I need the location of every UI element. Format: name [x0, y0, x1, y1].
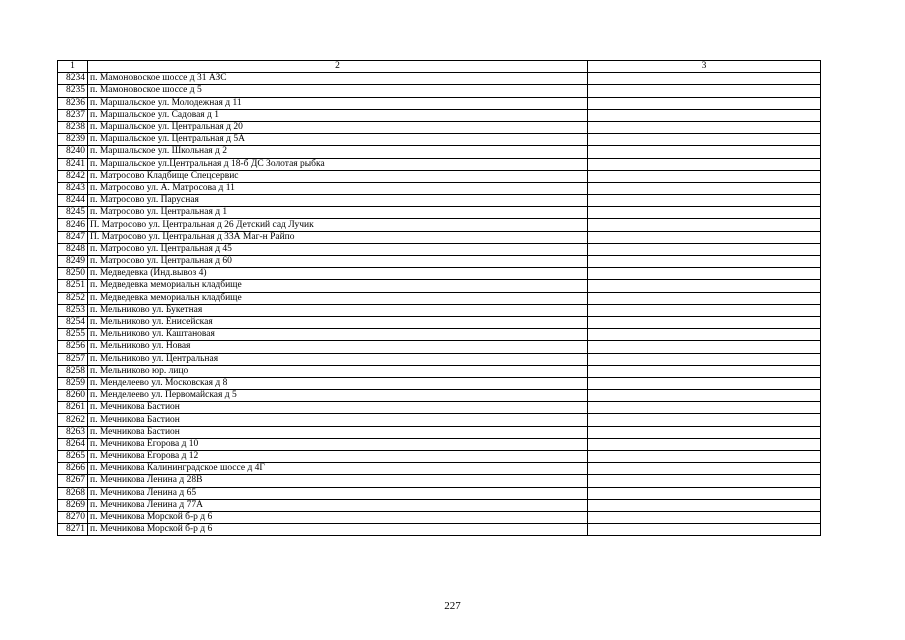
- row-number: 8253: [58, 304, 88, 316]
- row-column-3: [588, 377, 821, 389]
- table-row: [58, 499, 821, 511]
- table-row: [58, 85, 821, 97]
- row-number: 8258: [58, 365, 88, 377]
- row-address: п. Мечникова Бастион: [88, 426, 588, 438]
- row-column-3: [588, 121, 821, 133]
- row-number: 8250: [58, 268, 88, 280]
- row-address: п. Мечникова Морской б-р д 6: [88, 524, 588, 536]
- row-column-3: [588, 353, 821, 365]
- table-row: [58, 121, 821, 133]
- row-column-3: [588, 511, 821, 523]
- row-address: п. Маршальское ул. Центральная д 20: [88, 121, 588, 133]
- row-address: п. Мечникова Егорова д 12: [88, 451, 588, 463]
- header-cell-3: 3: [588, 61, 821, 73]
- row-column-3: [588, 487, 821, 499]
- row-column-3: [588, 402, 821, 414]
- row-address: п. Матросово ул. Центральная д 45: [88, 243, 588, 255]
- row-address: п. Мамоновоское шоссе д 5: [88, 85, 588, 97]
- row-column-3: [588, 451, 821, 463]
- row-address: П. Матросово ул. Центральная д 33А Маг-н Райпо: [88, 231, 588, 243]
- row-address: п. Мельниково юр. лицо: [88, 365, 588, 377]
- row-column-3: [588, 207, 821, 219]
- row-number: 8257: [58, 353, 88, 365]
- address-table: [57, 60, 821, 536]
- row-number: 8270: [58, 511, 88, 523]
- row-column-3: [588, 158, 821, 170]
- table-row: [58, 268, 821, 280]
- row-address: п. Мельниково ул. Центральная: [88, 353, 588, 365]
- row-column-3: [588, 316, 821, 328]
- row-column-3: [588, 170, 821, 182]
- row-number: 8249: [58, 256, 88, 268]
- row-column-3: [588, 109, 821, 121]
- row-column-3: [588, 134, 821, 146]
- table-row: [58, 134, 821, 146]
- row-column-3: [588, 146, 821, 158]
- row-address: п. Мечникова Ленина д 65: [88, 487, 588, 499]
- table-row: [58, 304, 821, 316]
- table-row: [58, 451, 821, 463]
- row-address: п. Мельниково ул. Енисейская: [88, 316, 588, 328]
- row-column-3: [588, 329, 821, 341]
- row-address: п. Мечникова Морской б-р д 6: [88, 511, 588, 523]
- row-address: п. Мельниково ул. Букетная: [88, 304, 588, 316]
- table-row: [58, 231, 821, 243]
- table-row: [58, 341, 821, 353]
- row-number: 8236: [58, 97, 88, 109]
- row-address: п. Маршальское ул.Центральная д 18-б ДС Золотая рыбка: [88, 158, 588, 170]
- row-number: 8251: [58, 280, 88, 292]
- row-address: п. Медведевка мемориальн кладбище: [88, 280, 588, 292]
- row-address: п. Медведевка (Инд.вывоз 4): [88, 268, 588, 280]
- row-column-3: [588, 390, 821, 402]
- row-column-3: [588, 243, 821, 255]
- row-column-3: [588, 499, 821, 511]
- row-column-3: [588, 85, 821, 97]
- table-row: [58, 377, 821, 389]
- row-column-3: [588, 365, 821, 377]
- row-address: п. Мечникова Бастион: [88, 414, 588, 426]
- row-number: 8271: [58, 524, 88, 536]
- row-address: п. Матросово ул. Центральная д 1: [88, 207, 588, 219]
- row-address: п. Матросово ул. Парусная: [88, 195, 588, 207]
- row-column-3: [588, 524, 821, 536]
- row-address: п. Матросово Кладбище Спецсервис: [88, 170, 588, 182]
- row-column-3: [588, 463, 821, 475]
- row-column-3: [588, 195, 821, 207]
- row-column-3: [588, 182, 821, 194]
- row-column-3: [588, 280, 821, 292]
- table-row: [58, 353, 821, 365]
- row-column-3: [588, 438, 821, 450]
- row-column-3: [588, 231, 821, 243]
- row-number: 8255: [58, 329, 88, 341]
- row-column-3: [588, 341, 821, 353]
- table-row: [58, 280, 821, 292]
- row-address: п. Маршальское ул. Школьная д 2: [88, 146, 588, 158]
- row-number: 8234: [58, 73, 88, 85]
- row-address: п. Мечникова Ленина д 77А: [88, 499, 588, 511]
- row-address: п. Мечникова Ленина д 28В: [88, 475, 588, 487]
- table-row: [58, 402, 821, 414]
- row-column-3: [588, 292, 821, 304]
- table-row: [58, 487, 821, 499]
- table-row: [58, 109, 821, 121]
- row-number: 8254: [58, 316, 88, 328]
- table-row: [58, 219, 821, 231]
- table-row: [58, 256, 821, 268]
- row-number: 8244: [58, 195, 88, 207]
- table-row: [58, 524, 821, 536]
- page-number: 227: [444, 600, 461, 612]
- row-number: 8237: [58, 109, 88, 121]
- table-row: [58, 146, 821, 158]
- row-number: 8245: [58, 207, 88, 219]
- row-number: 8240: [58, 146, 88, 158]
- row-address: П. Матросово ул. Центральная д 26 Детский сад Лучик: [88, 219, 588, 231]
- table-row: [58, 195, 821, 207]
- table-row: [58, 97, 821, 109]
- row-number: 8265: [58, 451, 88, 463]
- row-address: п. Мамоновоское шоссе д 31 АЗС: [88, 73, 588, 85]
- row-number: 8267: [58, 475, 88, 487]
- row-column-3: [588, 256, 821, 268]
- row-address: п. Маршальское ул. Молодежная д 11: [88, 97, 588, 109]
- table-row: [58, 329, 821, 341]
- row-column-3: [588, 414, 821, 426]
- row-address: п. Мечникова Калининградское шоссе д 4Г: [88, 463, 588, 475]
- table-row: [58, 243, 821, 255]
- row-number: 8247: [58, 231, 88, 243]
- row-number: 8241: [58, 158, 88, 170]
- row-address: п. Менделеево ул. Первомайская д 5: [88, 390, 588, 402]
- table-row: [58, 182, 821, 194]
- table-row: [58, 511, 821, 523]
- row-number: 8269: [58, 499, 88, 511]
- row-number: 8266: [58, 463, 88, 475]
- row-address: п. Мельниково ул. Новая: [88, 341, 588, 353]
- table-row: [58, 390, 821, 402]
- row-address: п. Матросово ул. А. Матросова д 11: [88, 182, 588, 194]
- table-row: [58, 365, 821, 377]
- table-row: [58, 438, 821, 450]
- row-number: 8242: [58, 170, 88, 182]
- row-address: п. Мечникова Егорова д 10: [88, 438, 588, 450]
- table-row: [58, 207, 821, 219]
- row-number: 8235: [58, 85, 88, 97]
- table-row: [58, 414, 821, 426]
- row-number: 8259: [58, 377, 88, 389]
- row-column-3: [588, 73, 821, 85]
- row-number: 8268: [58, 487, 88, 499]
- header-row: [58, 61, 821, 73]
- row-number: 8263: [58, 426, 88, 438]
- row-number: 8239: [58, 134, 88, 146]
- row-number: 8246: [58, 219, 88, 231]
- row-column-3: [588, 268, 821, 280]
- row-number: 8260: [58, 390, 88, 402]
- row-address: п. Медведевка мемориальн кладбище: [88, 292, 588, 304]
- row-number: 8248: [58, 243, 88, 255]
- row-address: п. Мечникова Бастион: [88, 402, 588, 414]
- row-address: п. Маршальское ул. Садовая д 1: [88, 109, 588, 121]
- table-row: [58, 292, 821, 304]
- row-column-3: [588, 304, 821, 316]
- row-number: 8243: [58, 182, 88, 194]
- row-number: 8261: [58, 402, 88, 414]
- row-number: 8256: [58, 341, 88, 353]
- table-row: [58, 158, 821, 170]
- header-cell-1: 1: [58, 61, 88, 73]
- row-number: 8238: [58, 121, 88, 133]
- table-row: [58, 475, 821, 487]
- row-address: п. Менделеево ул. Московская д 8: [88, 377, 588, 389]
- row-column-3: [588, 426, 821, 438]
- row-number: 8264: [58, 438, 88, 450]
- row-number: 8262: [58, 414, 88, 426]
- row-address: п. Матросово ул. Центральная д 60: [88, 256, 588, 268]
- row-column-3: [588, 97, 821, 109]
- table-row: [58, 73, 821, 85]
- row-address: п. Маршальское ул. Центральная д 5А: [88, 134, 588, 146]
- table-row: [58, 316, 821, 328]
- row-column-3: [588, 475, 821, 487]
- row-number: 8252: [58, 292, 88, 304]
- header-cell-2: 2: [88, 61, 588, 73]
- row-column-3: [588, 219, 821, 231]
- table-row: [58, 426, 821, 438]
- table-row: [58, 170, 821, 182]
- table-row: [58, 463, 821, 475]
- row-address: п. Мельниково ул. Каштановая: [88, 329, 588, 341]
